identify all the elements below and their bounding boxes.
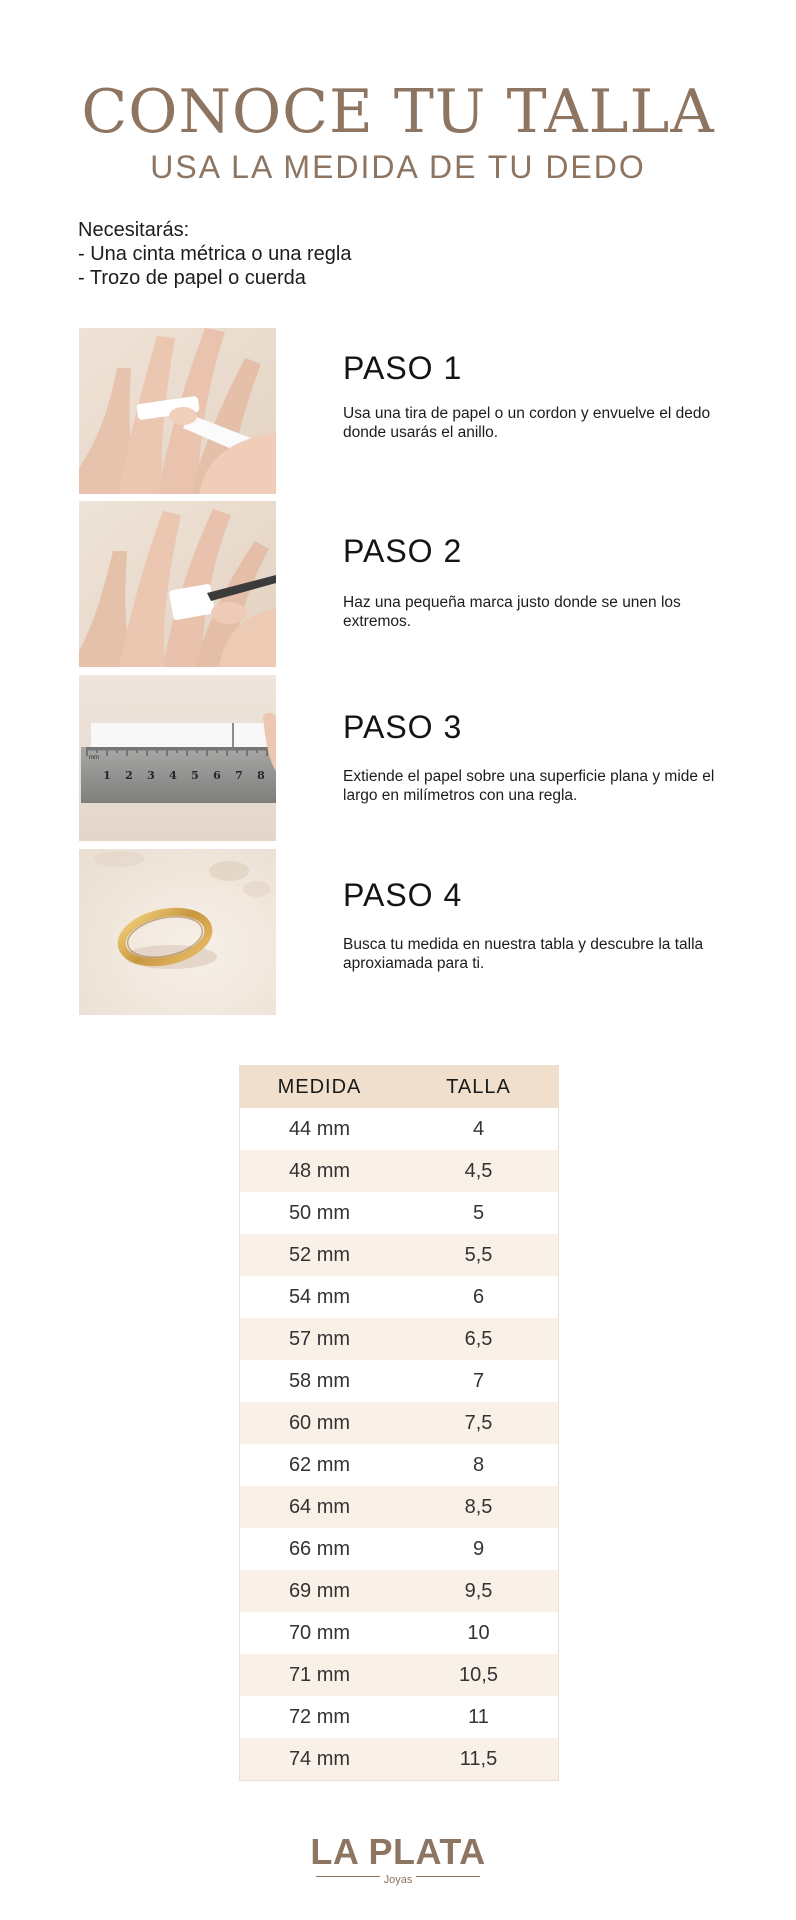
size-table-body bbox=[240, 1108, 558, 1780]
cell-talla: 5 bbox=[472, 1202, 485, 1224]
table-row bbox=[240, 1486, 558, 1528]
ruler-unit-label: mm bbox=[89, 755, 99, 761]
logo-subline bbox=[316, 1870, 480, 1884]
cell-talla: 9,5 bbox=[464, 1580, 493, 1602]
cell-medida: 72 mm bbox=[288, 1706, 351, 1728]
requirement-item: - Una cinta métrica o una regla bbox=[78, 243, 352, 265]
cell-medida: 74 mm bbox=[288, 1748, 351, 1770]
cell-talla: 11 bbox=[468, 1706, 489, 1728]
cell-medida: 64 mm bbox=[288, 1496, 351, 1518]
ruler-with-paper-photo bbox=[79, 675, 276, 841]
cell-medida: 54 mm bbox=[288, 1286, 351, 1308]
logo-brand-name: LA PLATA bbox=[310, 1831, 486, 1872]
table-row bbox=[240, 1360, 558, 1402]
table-row bbox=[240, 1612, 558, 1654]
logo-divider-right bbox=[416, 1876, 480, 1877]
hand-wrapping-paper-photo bbox=[79, 328, 276, 494]
cell-talla: 8 bbox=[472, 1454, 485, 1476]
step-3 bbox=[79, 675, 739, 841]
gold-ring-photo bbox=[79, 849, 276, 1015]
table-row bbox=[240, 1654, 558, 1696]
cell-talla: 4,5 bbox=[464, 1160, 493, 1182]
table-row bbox=[240, 1444, 558, 1486]
table-row bbox=[240, 1108, 558, 1150]
requirements-intro: Necesitarás: bbox=[78, 219, 190, 241]
ruler-tick-label: 5 bbox=[191, 769, 199, 782]
table-row bbox=[240, 1696, 558, 1738]
step-4-text: Busca tu medida en nuestra tabla y descubre la talla aproxiamada para ti. bbox=[343, 936, 704, 972]
step-4-title: PASO 4 bbox=[343, 877, 463, 913]
cell-talla: 11,5 bbox=[459, 1748, 498, 1770]
cell-medida: 58 mm bbox=[288, 1370, 351, 1392]
cell-talla: 6 bbox=[472, 1286, 485, 1308]
cell-talla: 9 bbox=[472, 1538, 485, 1560]
cell-talla: 6,5 bbox=[464, 1328, 493, 1350]
ruler-tick-label: 3 bbox=[147, 769, 155, 782]
brand-logo bbox=[0, 1831, 796, 1886]
page-subtitle: USA LA MEDIDA DE TU DEDO bbox=[150, 149, 646, 185]
cell-medida: 70 mm bbox=[288, 1622, 351, 1644]
requirements-list bbox=[78, 218, 351, 290]
cell-medida: 69 mm bbox=[288, 1580, 351, 1602]
size-table-header bbox=[240, 1066, 558, 1108]
logo-divider-left bbox=[316, 1876, 380, 1877]
table-row bbox=[240, 1570, 558, 1612]
cell-medida: 48 mm bbox=[288, 1160, 351, 1182]
cell-talla: 8,5 bbox=[464, 1496, 493, 1518]
hand-marking-paper-photo bbox=[79, 501, 276, 667]
cell-talla: 7 bbox=[472, 1370, 485, 1392]
page-title: CONOCE TU TALLA bbox=[81, 77, 715, 147]
ruler-tick-label: 8 bbox=[257, 769, 265, 782]
ruler-tick-label: 4 bbox=[169, 769, 177, 782]
cell-medida: 66 mm bbox=[288, 1538, 351, 1560]
step-2-title: PASO 2 bbox=[343, 533, 463, 569]
step-1-text: Usa una tira de papel o un cordon y envuelve el dedo donde usarás el anillo. bbox=[343, 405, 711, 441]
cell-talla: 10 bbox=[467, 1622, 490, 1644]
ruler-tick-label: 6 bbox=[213, 769, 221, 782]
cell-talla: 4 bbox=[472, 1118, 485, 1140]
ruler-tick-label: 2 bbox=[125, 769, 133, 782]
cell-medida: 44 mm bbox=[288, 1118, 351, 1140]
requirement-item: - Trozo de papel o cuerda bbox=[78, 267, 306, 289]
table-row bbox=[240, 1738, 558, 1780]
table-row bbox=[240, 1402, 558, 1444]
cell-medida: 60 mm bbox=[288, 1412, 351, 1434]
table-row bbox=[240, 1528, 558, 1570]
cell-talla: 10,5 bbox=[459, 1664, 498, 1686]
step-1 bbox=[79, 328, 739, 494]
table-row bbox=[240, 1276, 558, 1318]
table-row bbox=[240, 1192, 558, 1234]
column-header-talla: TALLA bbox=[446, 1076, 511, 1098]
cell-medida: 71 mm bbox=[288, 1664, 351, 1686]
cell-medida: 50 mm bbox=[288, 1202, 351, 1224]
size-table bbox=[239, 1065, 559, 1781]
step-1-title: PASO 1 bbox=[343, 350, 463, 386]
step-2 bbox=[79, 501, 739, 667]
logo-sub-text: Joyas bbox=[383, 1874, 413, 1886]
ruler-tick-label: 7 bbox=[235, 769, 243, 782]
cell-medida: 62 mm bbox=[288, 1454, 351, 1476]
ruler-tick-label: 1 bbox=[103, 769, 111, 782]
cell-talla: 5,5 bbox=[464, 1244, 493, 1266]
column-header-medida: MEDIDA bbox=[277, 1076, 362, 1098]
table-row bbox=[240, 1318, 558, 1360]
cell-talla: 7,5 bbox=[464, 1412, 493, 1434]
table-row bbox=[240, 1150, 558, 1192]
step-2-text: Haz una pequeña marca justo donde se unen los extremos. bbox=[343, 594, 681, 630]
step-3-title: PASO 3 bbox=[343, 709, 463, 745]
cell-medida: 57 mm bbox=[288, 1328, 351, 1350]
cell-medida: 52 mm bbox=[288, 1244, 351, 1266]
table-row bbox=[240, 1234, 558, 1276]
step-3-text: Extiende el papel sobre una superficie plana y mide el largo en milímetros con una regla. bbox=[343, 768, 715, 804]
step-4 bbox=[79, 849, 739, 1015]
